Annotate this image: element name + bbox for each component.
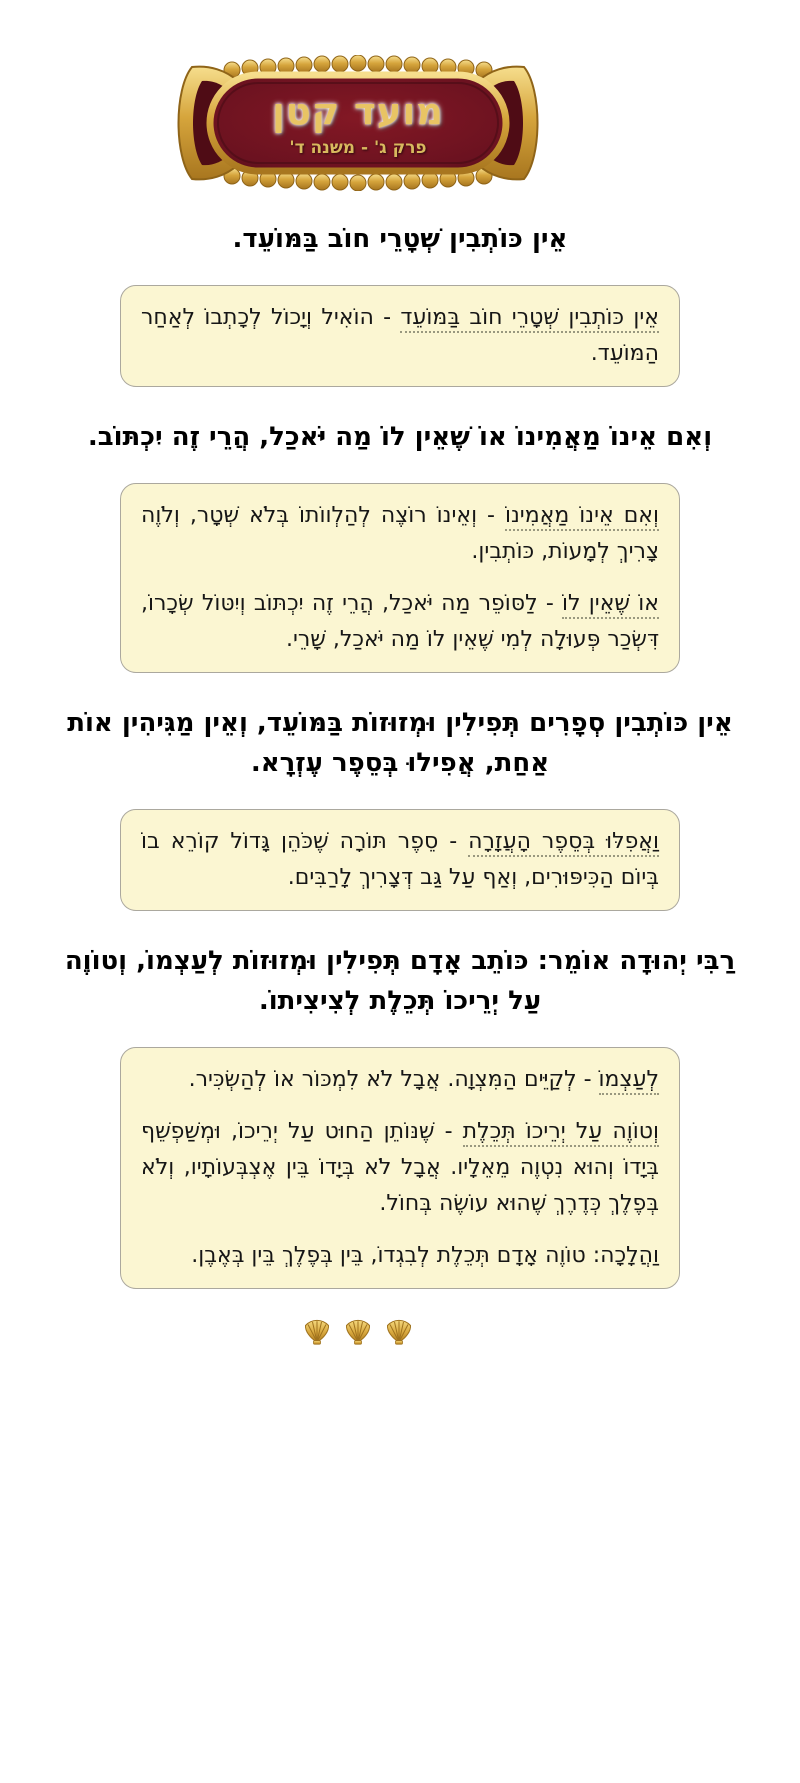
commentary-body-text: - וְאֵינוֹ רוֹצֶה לְהַלְווֹתוֹ בְּלֹא שְׁטָר, וְלֹוֶה צָרִיךְ לְמָעוֹת, כּוֹתְבִין. [141,503,659,564]
commentary-paragraph [141,1238,659,1274]
commentary-lead-phrase: לְעַצְמוֹ [599,1067,659,1095]
commentary-box-1 [120,285,680,387]
chapter-mishnah-subtitle: פרק ג' - משנה ד' [289,138,427,158]
commentary-body-text: - סֵפֶר תּוֹרָה שֶׁכֹּהֵן גָּדוֹל קוֹרֵא בוֹ בְּיוֹם הַכִּיפּוּרִים, וְאַף עַל גַּב דְּצָרִיךְ לָרַבִּים. [141,829,659,890]
commentary-lead-phrase: וְאִם אֵינוֹ מַאֲמִינוֹ [505,503,659,531]
commentary-paragraph [141,498,659,570]
title-banner [168,55,548,191]
commentary-paragraph [141,1114,659,1222]
commentary-paragraph [141,824,659,896]
mishnah-text-1: אֵין כּוֹתְבִין שְׁטָרֵי חוֹב בַּמּוֹעֵד. [232,224,568,254]
commentary-body-text: - לְקַיֵּים הַמִּצְוָה. אֲבָל לֹא לִמְכּוֹר אוֹ לְהַשְׂכִּיר. [188,1067,599,1092]
commentary-box-4 [120,1047,680,1289]
commentary-box-3 [120,809,680,911]
commentary-paragraph [141,1062,659,1098]
masechet-title: מועד קטן [272,90,444,133]
footer-ornaments [303,1319,413,1345]
shell-icon [303,1319,331,1345]
commentary-body-text: - הוֹאִיל וְיָכוֹל לְכָתְבוֹ לְאַחַר הַמּוֹעֵד. [141,305,659,366]
mishnah-text-3: אֵין כּוֹתְבִין סְפָרִים תְּפִילִין וּמְזוּזוֹת בַּמּוֹעֵד, וְאֵין מַגִּיהִין אוֹת אַחַת, אֲפִילוּ בְּסֵפֶר עֶזְרָא. [67,708,733,778]
mishnah-text-2: וְאִם אֵינוֹ מַאֲמִינוֹ אוֹ שֶׁאֵין לוֹ מַה יֹּאכַל, הֲרֵי זֶה יִכְתּוֹב. [87,422,713,452]
commentary-body-text: - לַסּוֹפֵר מַה יֹּאכַל, הֲרֵי זֶה יִכְתּוֹב וְיִטּוֹל שְׂכָרוֹ, דִּשְׂכַר פְּעוּלָה לְמִי שֶׁאֵין לוֹ מַה יֹּאכַל, שָׁרֵי. [141,591,659,652]
shell-icon [385,1319,413,1345]
commentary-lead-phrase: אֵין כּוֹתְבִין שְׁטָרֵי חוֹב בַּמּוֹעֵד [400,305,659,333]
commentary-body-text: וַהֲלָכָה: טוֹוֶה אָדָם תְּכֵלֶת לְבִגְדוֹ, בֵּין בְּפֶלֶךְ בֵּין בְּאֶבֶן. [191,1243,659,1268]
commentary-paragraph [141,586,659,658]
commentary-body-text: - שֶׁנּוֹתֵן הַחוּט עַל יְרֵיכוֹ, וּמְשַׁפְשֵׁף בְּיָדוֹ וְהוּא נִטְוֶה מֵאֵלָיו. אֲבָל לֹא בְּיָדוֹ בֵּין אֶצְבְּעוֹתָיו, וְלֹא בְּפֶלֶךְ כְּדֶרֶךְ שֶׁהוּא עוֹשֶׂה בְּחוֹל. [141,1119,659,1216]
commentary-paragraph [141,300,659,372]
commentary-lead-phrase: אוֹ שֶׁאֵין לוֹ [562,591,659,619]
mishnah-text-4: רַבִּי יְהוּדָה אוֹמֵר: כּוֹתֵב אָדָם תְּפִילִין וּמְזוּזוֹת לְעַצְמוֹ, וְטוֹוֶה עַל יְרֵיכוֹ תְּכֵלֶת לְצִיצִיתוֹ. [64,946,736,1016]
commentary-lead-phrase: וַאֲפִלּוּ בְּסֵפֶר הָעֲזָרָה [468,829,659,857]
shell-icon [344,1319,372,1345]
commentary-box-2 [120,483,680,673]
commentary-lead-phrase: וְטוֹוֶה עַל יְרֵיכוֹ תְּכֵלֶת [463,1119,659,1147]
